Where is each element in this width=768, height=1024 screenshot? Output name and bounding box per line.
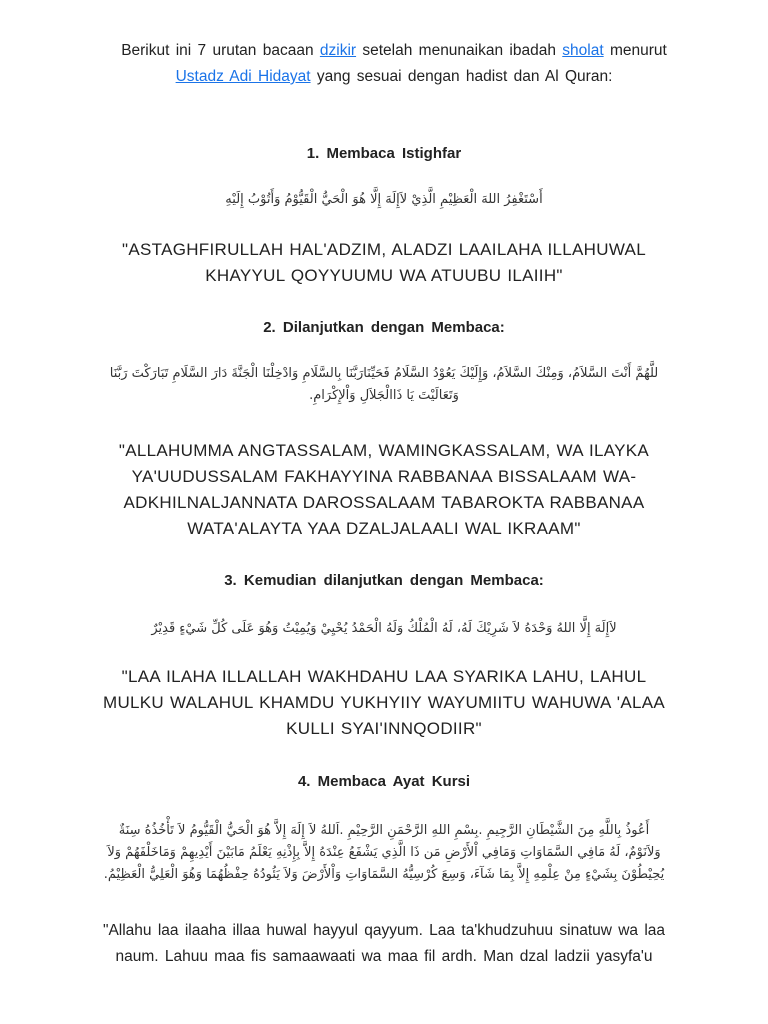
section-2-arabic: للَّهُمَّ أَنْتَ السَّلاَمُ، وَمِنْكَ السَّلاَمُ، وَإِلَيْكَ يَعُوْدُ السَّلَامُ فَحَيِّنَارَبَّنَا بِالسَّلَامِ وَادْخِلْنَا الْجَنَّةَ دَارَ السَّلَامِ تَبَارَكْتَ رَبَّنَا وَتَعَالَيْتَ يَا ذَاالْجَلاَلِ وَاْلإِكْرَامِ. [109, 366, 659, 403]
section-3-transliteration: "LAA ILAHA ILLALLAH WAKHDAHU LAA SYARIKA LAHU, LAHUL MULKU WALAHUL KHAMDU YUKHYIIY WAYUMIITU WAHUWA 'ALAA KULLI SYAI'INNQODIIR" [103, 667, 665, 738]
section-1-heading: 1. Membaca Istighfar [306, 145, 462, 162]
section-3-heading: 3. Kemudian dilanjutkan dengan Membaca: [224, 572, 544, 589]
section-4-heading: 4. Membaca Ayat Kursi [297, 773, 471, 790]
intro-text-1: Berikut ini 7 urutan bacaan [121, 42, 320, 59]
section-2-heading: 2. Dilanjutkan dengan Membaca: [263, 319, 505, 336]
section-3-arabic: لاَإِلَهَ إِلَّا اللهُ وَحْدَهُ لاَ شَرِيْكَ لَهُ، لَهُ الْمُلْكُ وَلَهُ الْحَمْدُ يُحْيِيْ وَيُمِيْتُ وَهُوَ عَلَى كُلِّ شَيْءٍ قَدِيْرٌ [151, 621, 617, 636]
dzikir-link[interactable]: dzikir [319, 42, 357, 59]
ustadz-adi-hidayat-link[interactable]: Ustadz Adi Hidayat [175, 68, 311, 85]
section-2-transliteration: "ALLAHUMMA ANGTASSALAM, WAMINGKASSALAM, WA ILAYKA YA'UUDUSSALAM FAKHAYYINA RABBANAA BISSALAAM WA-ADKHILNALJANNATA DAROSSALAAM TABAROKTA RABBANAA WATA'ALAYTA YAA DZALJALAALI WAL IKRAAM" [118, 441, 650, 538]
section-4-arabic: أَعُوذُ بِاللَّهِ مِنَ الشَّيْطَانِ الرَّجِيمِ .بِسْمِ اللهِ الرَّحْمَنِ الرَّحِيْمِ .اَللهُ لاَ إِلَهَ إِلاَّ هُوَ الْحَيُّ الْقَيُّومُ لاَ تَأْخُذُهُ سِنَةٌ وَلاَنَوْمٌ، لَهُ مَافِي السَّمَاوَاتِ وَمَافِي اْلأَرْضِ مَن ذَا الَّذِي يَشْفَعُ عِنْدَهُ إِلاَّ بِإِذْنِهِ يَعْلَمُ مَابَيْنَ أَيْدِيهِمْ وَمَاخَلْفَهُمْ وَلاَ يُحِيْطُوْنَ بِشَيْءٍ مِنْ عِلْمِهِ إِلاَّ بِمَا شَآءَ، وَسِعَ كُرْسِيُّهُ السَّمَاوَاتِ وَاْلأَرْضَ وَلاَ يَئُودُهُ حِفْظُهُمَا وَهُوَ الْعَلِيُّ الْعَظِيْمُ. [103, 823, 665, 882]
sholat-link[interactable]: sholat [562, 42, 604, 59]
section-1-arabic: أَسْتَغْفِرُ اللهَ الْعَظِيْمِ الَّذِيْ لاَإِلَهَ إِلَّا هُوَ الْحَيُّ الْقَيُّوْمُ وَأَتُوْبُ إِلَيْهِ [225, 192, 543, 207]
intro-text-4: yang sesuai dengan hadist dan Al Quran: [310, 68, 613, 85]
intro-text-3: menurut [603, 42, 667, 59]
intro-text-2: setelah menunaikan ibadah [356, 42, 563, 59]
intro-paragraph [100, 38, 688, 90]
section-1-transliteration: "ASTAGHFIRULLAH HAL'ADZIM, ALADZI LAAILAHA ILLAHUWAL KHAYYUL QOYYUUMU WA ATUUBU ILAIIH" [122, 240, 646, 285]
section-4-transliteration: "Allahu laa ilaaha illaa huwal hayyul qayyum. Laa ta'khudzuhuu sinatuw wa laa naum. Lahuu maa fis samaawaati wa maa fil ardh. Man dzal ladzii yasyfa'u [102, 922, 666, 965]
